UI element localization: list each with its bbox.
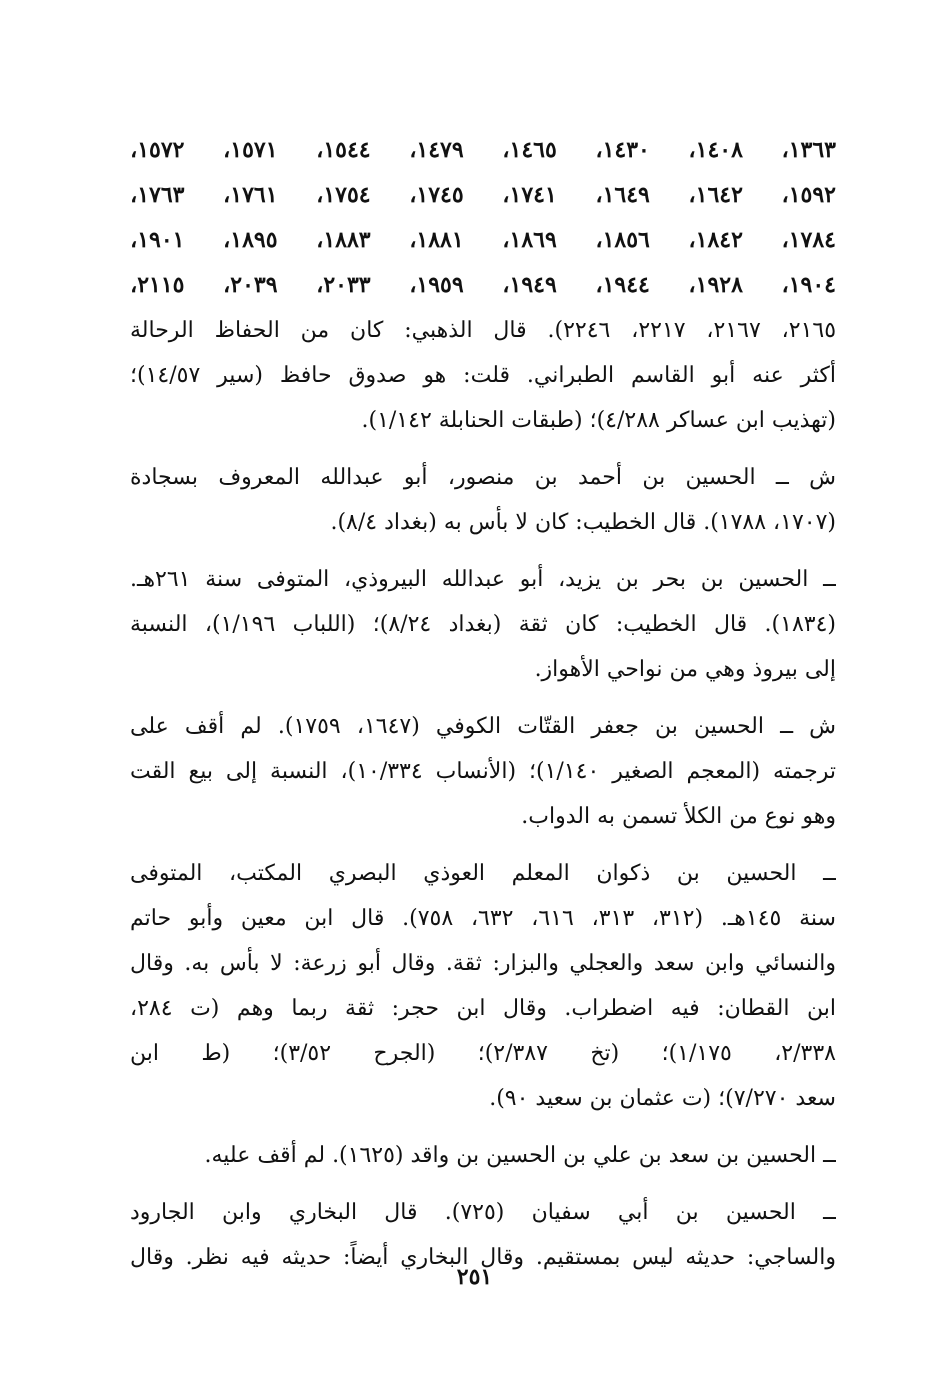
page-body <box>130 128 836 1280</box>
biography-entry <box>130 455 836 545</box>
biography-entry <box>130 557 836 692</box>
entry-line: (١٧٠٧، ١٧٨٨). قال الخطيب: كان لا بأس به (بغداد ٨/٤). <box>330 510 836 535</box>
page-number: ٢٥١ <box>456 1264 493 1290</box>
entry-line: (١٨٣٤). قال الخطيب: كان ثقة (بغداد ٨/٢٤)؛ (اللباب ١/١٩٦)، النسبة <box>130 612 836 637</box>
reference-number: ١٥٧١، <box>223 137 278 163</box>
reference-number: ١٦٤٩، <box>595 182 650 208</box>
reference-number: ١٧٨٤، <box>781 227 836 253</box>
reference-number: ١٧٤١، <box>502 182 557 208</box>
entry-line: ــ الحسين بن أبي سفيان (٧٢٥). قال البخاري وابن الجارود <box>130 1200 836 1225</box>
reference-number: ١٨٨٣، <box>316 227 371 253</box>
reference-numbers-row <box>130 128 836 173</box>
reference-number: ١٩٠٤، <box>781 272 836 298</box>
reference-number: ١٥٩٢، <box>781 182 836 208</box>
reference-numbers-block <box>130 128 836 308</box>
reference-number: ١٤٦٥، <box>502 137 557 163</box>
reference-number: ١٦٤٢، <box>688 182 743 208</box>
reference-number: ١٩٤٤، <box>595 272 650 298</box>
entry-line: سنة ١٤٥هـ. (٣١٢، ٣١٣، ٦١٦، ٦٣٢، ٧٥٨). قال ابن معين وأبو حاتم <box>130 906 836 931</box>
entry-line: وهو نوع من الكلأ تسمن به الدواب. <box>521 804 836 829</box>
continued-entry <box>130 308 836 443</box>
entry-line: إلى بيروذ وهي من نواحي الأهواز. <box>534 657 836 682</box>
reference-number: ١٧٦٣، <box>130 182 185 208</box>
entry-line: سعد ٧/٢٧٠)؛ (ت عثمان بن سعيد ٩٠). <box>489 1086 836 1111</box>
entry-line: والنسائي وابن سعد والعجلي والبزار: ثقة. وقال أبو زرعة: لا بأس به. وقال <box>130 951 836 976</box>
reference-number: ١٨٥٦، <box>595 227 650 253</box>
entry-line: ابن القطان: فيه اضطراب. وقال ابن حجر: ثقة ربما وهم (ت ٢٨٤، <box>130 996 836 1021</box>
reference-number: ١٩٠١، <box>130 227 185 253</box>
reference-numbers-row <box>130 218 836 263</box>
reference-number: ٢٠٣٣، <box>316 272 371 298</box>
reference-number: ١٩٤٩، <box>502 272 557 298</box>
reference-number: ١٨٤٢، <box>688 227 743 253</box>
reference-number: ١٧٦١، <box>223 182 278 208</box>
reference-numbers-row <box>130 263 836 308</box>
reference-number: ١٤٣٠، <box>595 137 650 163</box>
entry-line: ش ــ الحسين بن جعفر القتّات الكوفي (١٦٤٧، ١٧٥٩). لم أقف على <box>130 714 836 739</box>
entry-line: أكثر عنه أبو القاسم الطبراني. قلت: هو صدوق حافظ (سير ١٤/٥٧)؛ <box>130 363 836 388</box>
biography-entry <box>130 704 836 839</box>
reference-number: ٢٠٣٩، <box>223 272 278 298</box>
entry-line: والساجي: حديثه ليس بمستقيم. وقال البخاري أيضاً: حديثه فيه نظر. وقال <box>130 1245 836 1270</box>
entry-line: ش ــ الحسين بن أحمد بن منصور، أبو عبدالله المعروف بسجادة <box>130 465 836 490</box>
reference-number: ١٧٥٤، <box>316 182 371 208</box>
entry-line: ــ الحسين بن سعد بن علي بن الحسين بن واقد (١٦٢٥). لم أقف عليه. <box>204 1143 836 1168</box>
entry-line: ٢١٦٥، ٢١٦٧، ٢٢١٧، ٢٢٤٦). قال الذهبي: كان من الحفاظ الرحالة <box>130 318 836 343</box>
reference-number: ١٧٤٥، <box>409 182 464 208</box>
entry-line: ترجمته (المعجم الصغير ١/١٤٠)؛ (الأنساب ١٠/٣٣٤)، النسبة إلى بيع القت <box>130 759 836 784</box>
reference-number: ١٥٧٢، <box>130 137 185 163</box>
reference-number: ١٥٤٤، <box>316 137 371 163</box>
reference-number: ١٩٥٩، <box>409 272 464 298</box>
reference-numbers-row <box>130 173 836 218</box>
reference-number: ١٤٧٩، <box>409 137 464 163</box>
reference-number: ١٩٢٨، <box>688 272 743 298</box>
biography-entry <box>130 1133 836 1178</box>
reference-number: ١٨٦٩، <box>502 227 557 253</box>
entry-line: (تهذيب ابن عساكر ٤/٢٨٨)؛ (طبقات الحنابلة ١/١٤٢). <box>361 408 836 433</box>
reference-number: ٢١١٥، <box>130 272 185 298</box>
entry-line: ــ الحسين بن ذكوان المعلم العوذي البصري المكتب، المتوفى <box>130 861 836 886</box>
reference-number: ١٣٦٣، <box>781 137 836 163</box>
biography-entry <box>130 851 836 1121</box>
entry-line: ــ الحسين بن بحر بن يزيد، أبو عبدالله البيروذي، المتوفى سنة ٢٦١هـ. <box>130 567 836 592</box>
reference-number: ١٨٩٥، <box>223 227 278 253</box>
reference-number: ١٤٠٨، <box>688 137 743 163</box>
entry-line: ٢/٣٣٨، ١/١٧٥)؛ (تخ ٢/٣٨٧)؛ (الجرح ٣/٥٢)؛ (ط ابن <box>130 1041 836 1066</box>
reference-number: ١٨٨١، <box>409 227 464 253</box>
